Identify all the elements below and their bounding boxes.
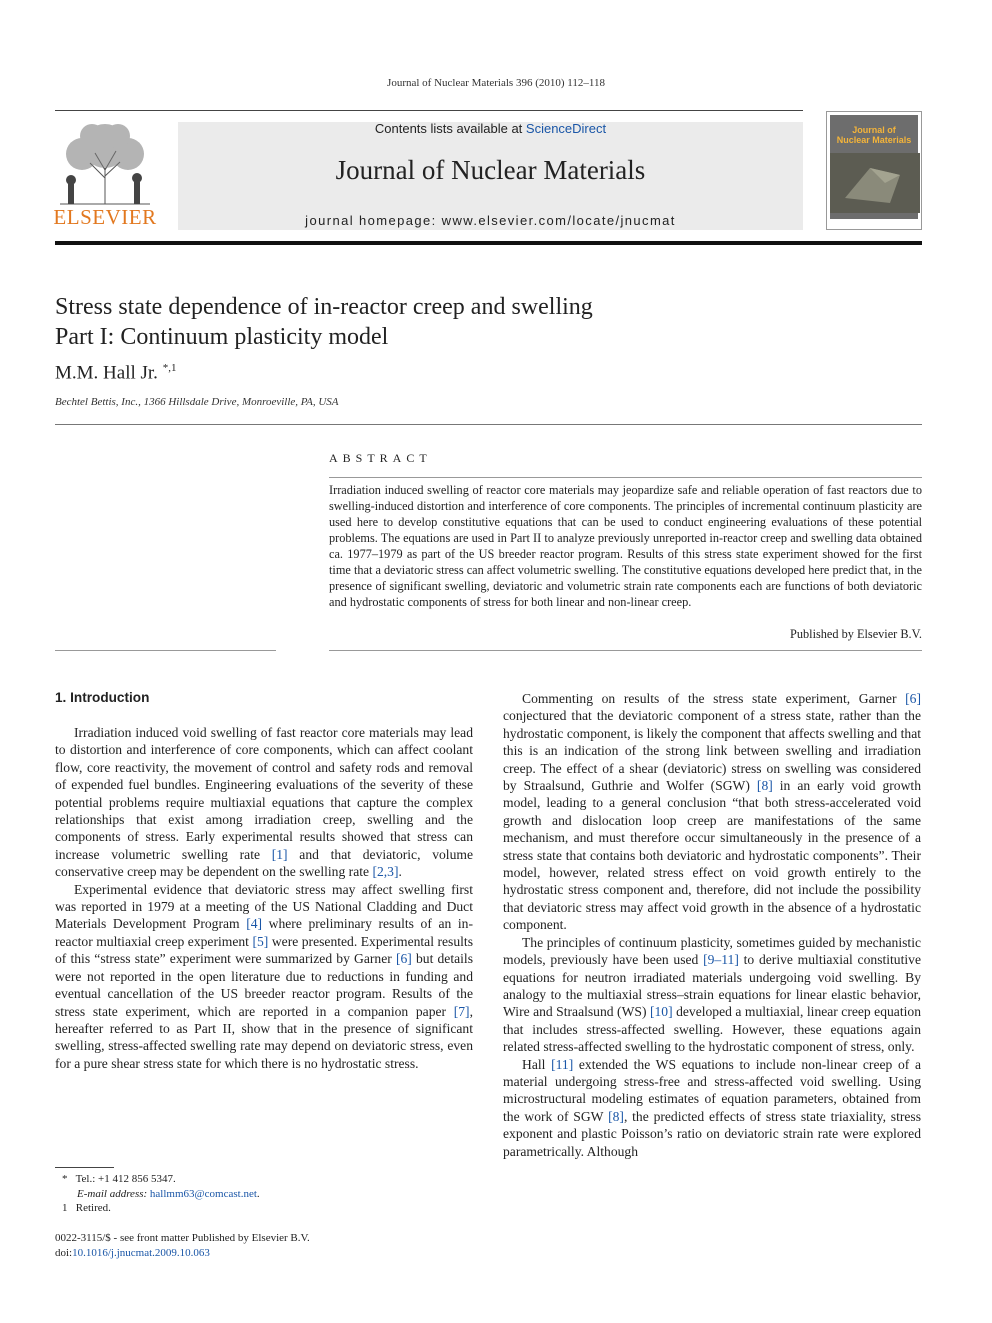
section-heading: 1. Introduction [55, 690, 150, 705]
issn-line: 0022-3115/$ - see front matter Published by Elsevier B.V. [55, 1232, 310, 1244]
cover-title [830, 125, 918, 145]
footnotes [62, 1172, 260, 1216]
footnote-tel: * Tel.: +1 412 856 5347. [62, 1173, 176, 1185]
citation-link[interactable]: [9–11] [703, 952, 739, 968]
citation-link[interactable]: [8] [756, 778, 773, 794]
front-matter [55, 1231, 310, 1260]
paragraph-5: Hall [11] extended the WS equations to include non-linear creep of a material undergoing stress-free and stress-affected void swelling. Using microstructural modeling estimates of equation parameters, obtained from the work of SGW [8], the predicted effects of stress state triaxiality, stress exponent and plastic Poisson’s ratio on deviatoric strain rate were explored parametrically. Although [503, 1056, 921, 1159]
abstract-heading: ABSTRACT [329, 451, 432, 465]
footnote-retired: 1 Retired. [62, 1202, 111, 1214]
paragraph-3: Commenting on results of the stress state experiment, Garner [6] conjectured that the deviatoric component of a stress state, rather than the hydrostatic component, is likely the component that affects swelling and that this is an indication of the strong link between swelling and irradiation creep. The effect of a shear (deviatoric) stress on swelling was considered by Straalsund, Guthrie and Wolfer (SGW) [8] in an early void growth model, leading to a general conclusion “that both stress-accelerated void growth and dislocation loop creep are manifestations of the same mechanism, and must therefore occur simultaneously in the presence of a stress state that contains both deviatoric and hydrostatic components”. Their model, however, related stress effect on void growth entirely to the hydrostatic stress component and, therefore, did not include the possibility that deviatoric stress may affect void growth in the absence of a hydrostatic component. [503, 691, 921, 933]
paragraph-2: Experimental evidence that deviatoric stress may affect swelling first was reported in 1979 at a meeting of the US National Cladding and Duct Materials Development Program [4] where preliminary results of an in-reactor multiaxial creep experiment [5] were presented. Experimental results of this “stress state” experiment were summarized by Garner [6] but details were not reported in the open literature due to reductions in funding and eventual cancellation of the US breeder reactor program. Results of the stress state experiment, which are reported in a companion paper [7], hereafter referred to as Part II, show that in the presence of significant swelling, stress-affected swelling rate may depend on deviatoric stress, even for a pure shear stress state for which there is no hydrostatic stress. [55, 881, 474, 1071]
contents-line [178, 121, 803, 136]
contents-prefix: Contents lists available at [374, 121, 526, 136]
header-thick-rule [55, 241, 922, 245]
journal-title: Journal of Nuclear Materials [335, 155, 646, 185]
cover-title-line2: Nuclear Materials [836, 135, 912, 145]
left-divider [55, 650, 276, 651]
abstract-rule [329, 477, 922, 478]
citation-link[interactable]: [2,3] [372, 864, 399, 880]
right-column [503, 690, 921, 1160]
sciencedirect-link[interactable]: ScienceDirect [525, 121, 607, 136]
email-label: E-mail address: [77, 1187, 150, 1200]
citation-link[interactable]: [8] [608, 1108, 624, 1124]
header-rule [55, 110, 803, 111]
tree-emblem-icon [50, 118, 160, 206]
article-title-line1: Stress state dependence of in-reactor creep and swelling [55, 294, 593, 320]
paragraph-1: Irradiation induced void swelling of fast reactor core materials may lead to distortion and interference of core components, which can affect coolant flow, core reactivity, the movement of control and safety rods and removal of expended fuel bundles. Engineering evaluations of the severity of these potential problems require multiaxial equations that capture the complex relationships that exist among irradiation creep, swelling and the components of stress. Early experimental results showed that stress can increase volumetric swelling rate [1] and that deviatoric, volume conservative creep may be dependent on the swelling rate [2,3]. [55, 725, 473, 880]
publisher-logo[interactable] [50, 118, 160, 230]
citation-link[interactable]: [5] [252, 933, 269, 949]
citation-link[interactable]: [7] [453, 1003, 470, 1019]
abstract-publisher: Published by Elsevier B.V. [790, 627, 922, 641]
citation-link[interactable]: [4] [246, 916, 263, 932]
footnote-rule [55, 1167, 114, 1168]
cover-title-line1: Journal of [852, 125, 896, 135]
footnote-email: E-mail address: hallmm63@comcast.net. [77, 1187, 260, 1200]
title-rule [55, 424, 922, 425]
journal-cover-thumbnail[interactable] [826, 111, 922, 230]
article-title-line2: Part I: Continuum plasticity model [55, 324, 389, 350]
footnote-one-mark: 1 [62, 1202, 68, 1214]
author-marks[interactable]: *,1 [162, 362, 177, 374]
citation-link[interactable]: [10] [649, 1004, 673, 1020]
publisher-logo-text: ELSEVIER [53, 205, 157, 229]
abstract-text: Irradiation induced swelling of reactor core materials may jeopardize safe and reliable operation of fast reactors due to swelling-induced distortion and interference of core components. The principles of incremental continuum plasticity are used here to develop constitutive equations that can be used to conduct engineering evaluations of these potential problems. The equations are used in Part II to analyze previously unreported in-reactor creep and swelling data obtained ca. 1977–1979 as part of the US breeder reactor program. Results of this stress state experiment showed for the first time that a deviatoric stress can affect volumetric swelling. The constitutive equations developed here predict that, in the presence of significant swelling, deviatoric and volumetric strain rate components each are functions of both deviatoric and hydrostatic components of stress for both linear and non-linear creep. [329, 483, 922, 609]
citation-link[interactable]: [11] [551, 1056, 574, 1072]
affiliation: Bechtel Bettis, Inc., 1366 Hillsdale Drive, Monroeville, PA, USA [55, 396, 339, 408]
cover-image [830, 115, 918, 219]
cover-photo-icon [830, 153, 920, 213]
doi-link[interactable]: 10.1016/j.jnucmat.2009.10.063 [72, 1246, 210, 1259]
footnote-star-mark: * [62, 1173, 68, 1185]
article-title [55, 292, 593, 352]
author-name: M.M. Hall Jr. [55, 362, 158, 384]
citation-link[interactable]: [1] [271, 846, 288, 862]
running-head: Journal of Nuclear Materials 396 (2010) 112–118 [387, 77, 605, 89]
author-line [55, 362, 176, 384]
email-link[interactable]: hallmm63@comcast.net [149, 1187, 257, 1200]
journal-homepage[interactable]: journal homepage: www.elsevier.com/locate/jnucmat [305, 213, 676, 228]
abstract-bottom-rule [329, 650, 922, 651]
doi-line: doi:10.1016/j.jnucmat.2009.10.063 [55, 1246, 210, 1259]
citation-link[interactable]: [6] [905, 691, 921, 706]
paragraph-4: The principles of continuum plasticity, sometimes guided by mechanistic models, previously have been used [9–11] to derive multiaxial constitutive equations for neutron irradiated materials undergoing void swelling. By analogy to the multiaxial stress–strain equations for linear elastic behavior, Wire and Straalsund (WS) [10] developed a multiaxial, linear creep equation that includes stress-affected swelling. However, these equations again related stress-affected swelling to the hydrostatic component of stress, only. [503, 934, 921, 1055]
citation-link[interactable]: [6] [395, 951, 412, 967]
left-column [55, 724, 473, 1072]
